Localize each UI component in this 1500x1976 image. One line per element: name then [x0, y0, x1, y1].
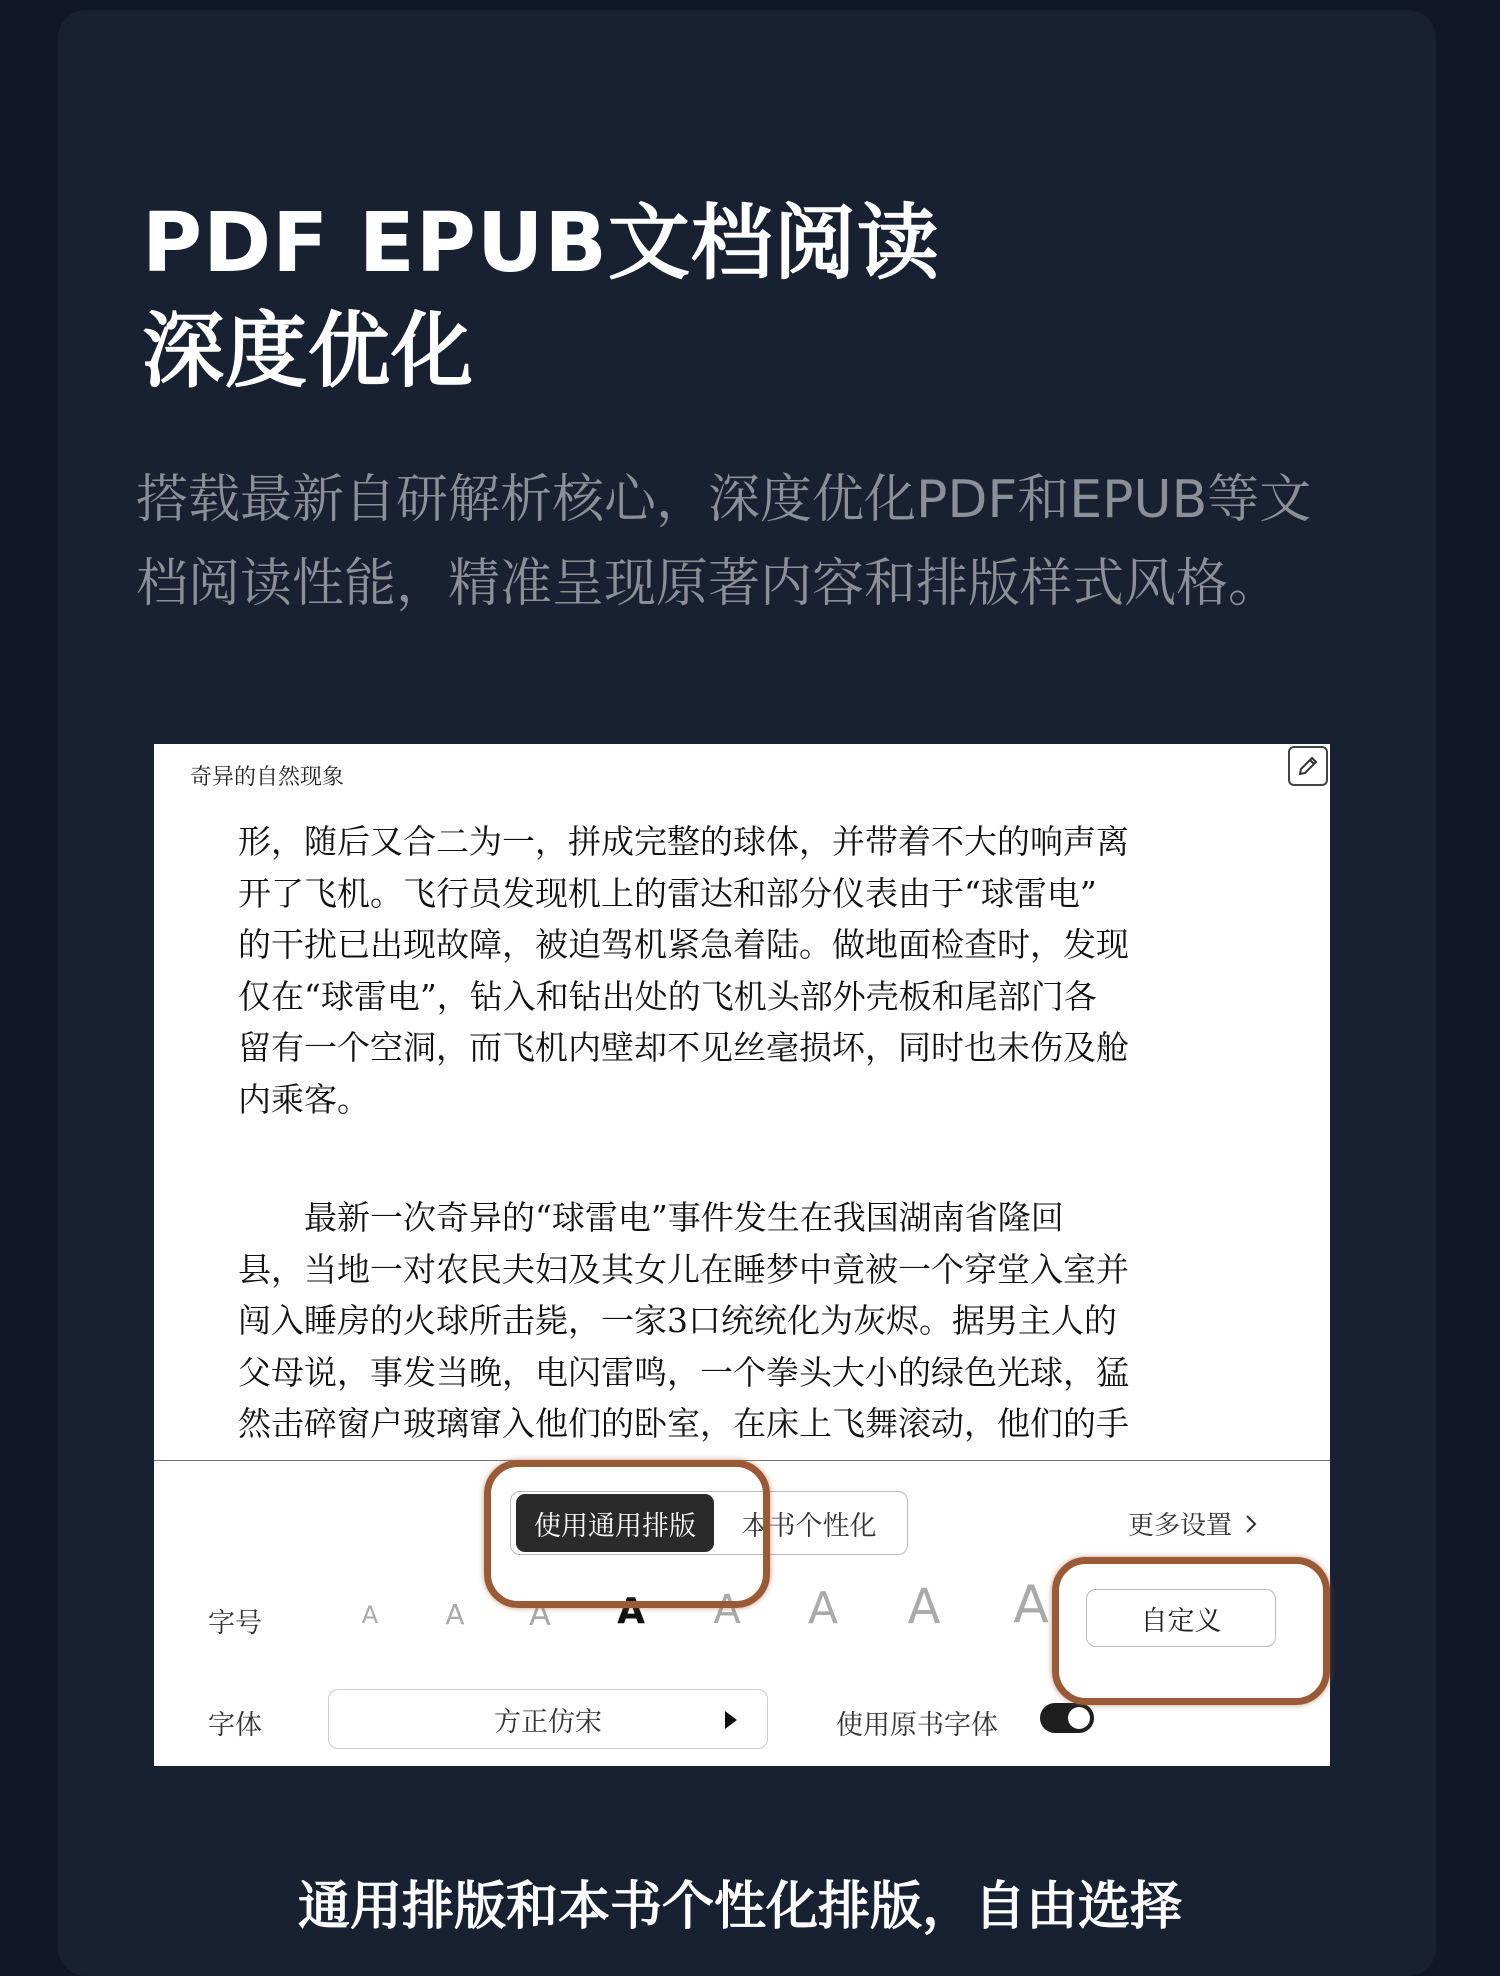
text-line: 形，随后又合二为一，拼成完整的球体，并带着不大的响声离	[238, 822, 1129, 861]
highlight-layout-tab	[484, 1460, 770, 1608]
font-size-option[interactable]: A	[361, 1601, 379, 1629]
subtitle-line-2: 档阅读性能，精准呈现原著内容和排版样式风格。	[136, 554, 1281, 614]
reader-text	[238, 816, 1248, 1450]
pencil-icon	[1295, 753, 1321, 779]
book-title: 奇异的自然现象	[190, 765, 345, 790]
more-settings-label: 更多设置	[1128, 1511, 1233, 1541]
font-size-option[interactable]: A	[529, 1595, 551, 1633]
paragraph-gap	[238, 1125, 1248, 1192]
headline	[142, 190, 940, 406]
headline-line-1: PDF EPUB文档阅读	[142, 196, 940, 291]
tab-general-layout[interactable]: 使用通用排版	[516, 1494, 714, 1552]
footer-caption: 通用排版和本书个性化排版，自由选择	[297, 1877, 1182, 1937]
toggle-knob	[1068, 1707, 1090, 1729]
font-family-value: 方正仿宋	[494, 1706, 602, 1738]
highlight-custom-button	[1052, 1557, 1330, 1705]
subtitle	[136, 458, 1386, 626]
font-size-option[interactable]: A	[445, 1598, 465, 1631]
original-font-label: 使用原书字体	[836, 1710, 998, 1741]
text-line: 父母说，事发当晚，电闪雷鸣，一个拳头大小的绿色光球，猛	[238, 1352, 1129, 1392]
text-line: 然击碎窗户玻璃窜入他们的卧室，在床上飞舞滚动，他们的手	[238, 1404, 1129, 1443]
font-size-option[interactable]: A	[807, 1583, 839, 1634]
text-line: 仅在“球雷电”，钻入和钻出处的飞机头部外壳板和尾部门各	[238, 976, 1097, 1016]
font-size-label: 字号	[208, 1608, 262, 1639]
tab-book-custom-layout[interactable]: 本书个性化	[741, 1510, 877, 1542]
more-settings-link[interactable]	[1128, 1505, 1258, 1542]
font-size-option[interactable]: A	[713, 1587, 741, 1633]
font-family-label: 字体	[208, 1710, 262, 1741]
text-line: 留有一个空洞，而飞机内壁却不见丝毫损坏，同时也未伤及舱	[238, 1028, 1129, 1067]
subtitle-line-1: 搭载最新自研解析核心，深度优化PDF和EPUB等文	[136, 470, 1312, 530]
headline-line-2: 深度优化	[142, 304, 475, 399]
chevron-right-icon	[1244, 1513, 1258, 1535]
text-line: 最新一次奇异的“球雷电”事件发生在我国湖南省隆回	[304, 1198, 1064, 1237]
font-size-option[interactable]: A	[1013, 1575, 1049, 1635]
font-family-select[interactable]	[328, 1689, 768, 1749]
text-line: 的干扰已出现故障，被迫驾机紧急着陆。做地面检查时，发现	[238, 925, 1129, 964]
edit-button[interactable]	[1288, 746, 1328, 786]
font-size-option[interactable]: A	[907, 1579, 941, 1635]
font-size-option-selected[interactable]: A	[617, 1591, 645, 1632]
original-font-toggle[interactable]	[1040, 1703, 1094, 1733]
text-line: 内乘客。	[238, 1079, 370, 1119]
text-line: 开了飞机。飞行员发现机上的雷达和部分仪表由于“球雷电”	[238, 873, 1097, 913]
caret-right-icon	[723, 1709, 739, 1731]
text-line: 县，当地一对农民夫妇及其女儿在睡梦中竟被一个穿堂入室并	[238, 1249, 1129, 1289]
custom-size-button[interactable]: 自定义	[1086, 1589, 1276, 1647]
text-line: 闯入睡房的火球所击毙，一家3口统统化为灰烬。据男主人的	[238, 1301, 1117, 1340]
